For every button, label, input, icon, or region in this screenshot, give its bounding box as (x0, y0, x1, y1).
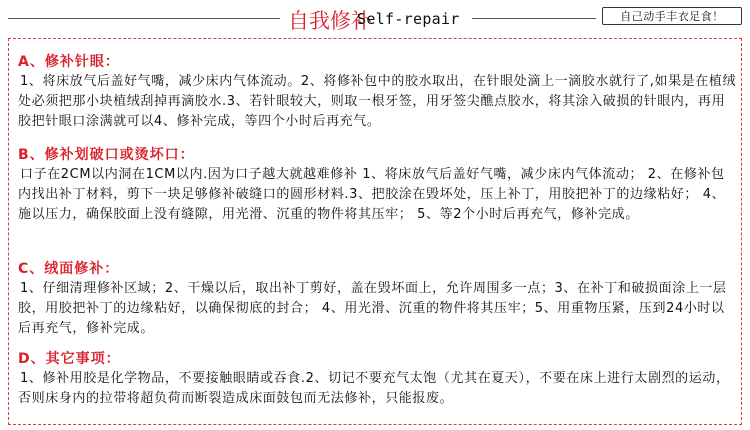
section-body: 1、仔细清理修补区域；2、干燥以后，取出补丁剪好，盖在毁坏面上，允许周围多一点；3、在补丁和破损面涂上一层胶，用胶把补丁的边缘粘好，以确保彻底的封合； 4、用光滑、沉重的物件将其压牢；5、用重物压紧，压到24小时以后再充气，修补完成。 (18, 281, 727, 336)
section-body: 1、修补用胶是化学物品，不要接触眼睛或吞食.2、切记不要充气太饱（尤其在夏天），不要在床上进行太剧烈的运动，否则床身内的拉带将超负荷而断裂造成床面鼓包而无法修补，只能报废。 (18, 371, 730, 406)
slogan-badge: 自己动手丰衣足食！ (602, 7, 742, 25)
section-heading: A、修补针眼： (18, 54, 120, 70)
section-body: 1、将床放气后盖好气嘴，减少床内气体流动。2、将修补包中的胶水取出，在针眼处滴上一滴胶水就行了,如果是在植绒处必须把那小块植绒刮掉再滴胶水.3、若针眼较大，则取一根牙签，用牙签尖醮点胶水，将其涂入破损的针眼内，再用胶把针眼口涂满就可以4、修补完成，等四个小时后再充气。 (18, 74, 737, 129)
section-needle-hole (18, 52, 738, 132)
section-heading: D、其它事项： (18, 351, 121, 367)
header-rule-right (472, 18, 596, 19)
page-subtitle: Self-repair (357, 10, 460, 28)
section-other-notes (18, 349, 738, 409)
section-cut-or-burn (18, 145, 738, 225)
header (0, 0, 750, 38)
section-heading: C、绒面修补： (18, 261, 120, 277)
section-flocked-surface (18, 259, 738, 339)
section-body: 口子在2CM以内洞在1CM以内.因为口子越大就越难修补 1、将床放气后盖好气嘴，减少床内气体流动； 2、在修补包内找出补丁材料，剪下一块足够修补破缝口的圆形材料.3、把胶涂在毁坏处，压上补丁，用胶把补丁的边缘粘好； 4、施以压力，确保胶面上没有缝隙，用光滑、沉重的物件将其压牢； 5、等2个小时后再充气，修补完成。 (18, 167, 726, 222)
section-heading: B、修补划破口或烫坏口： (18, 147, 195, 163)
page-title: 自我修补 (288, 9, 372, 33)
header-rule-left (8, 18, 280, 19)
